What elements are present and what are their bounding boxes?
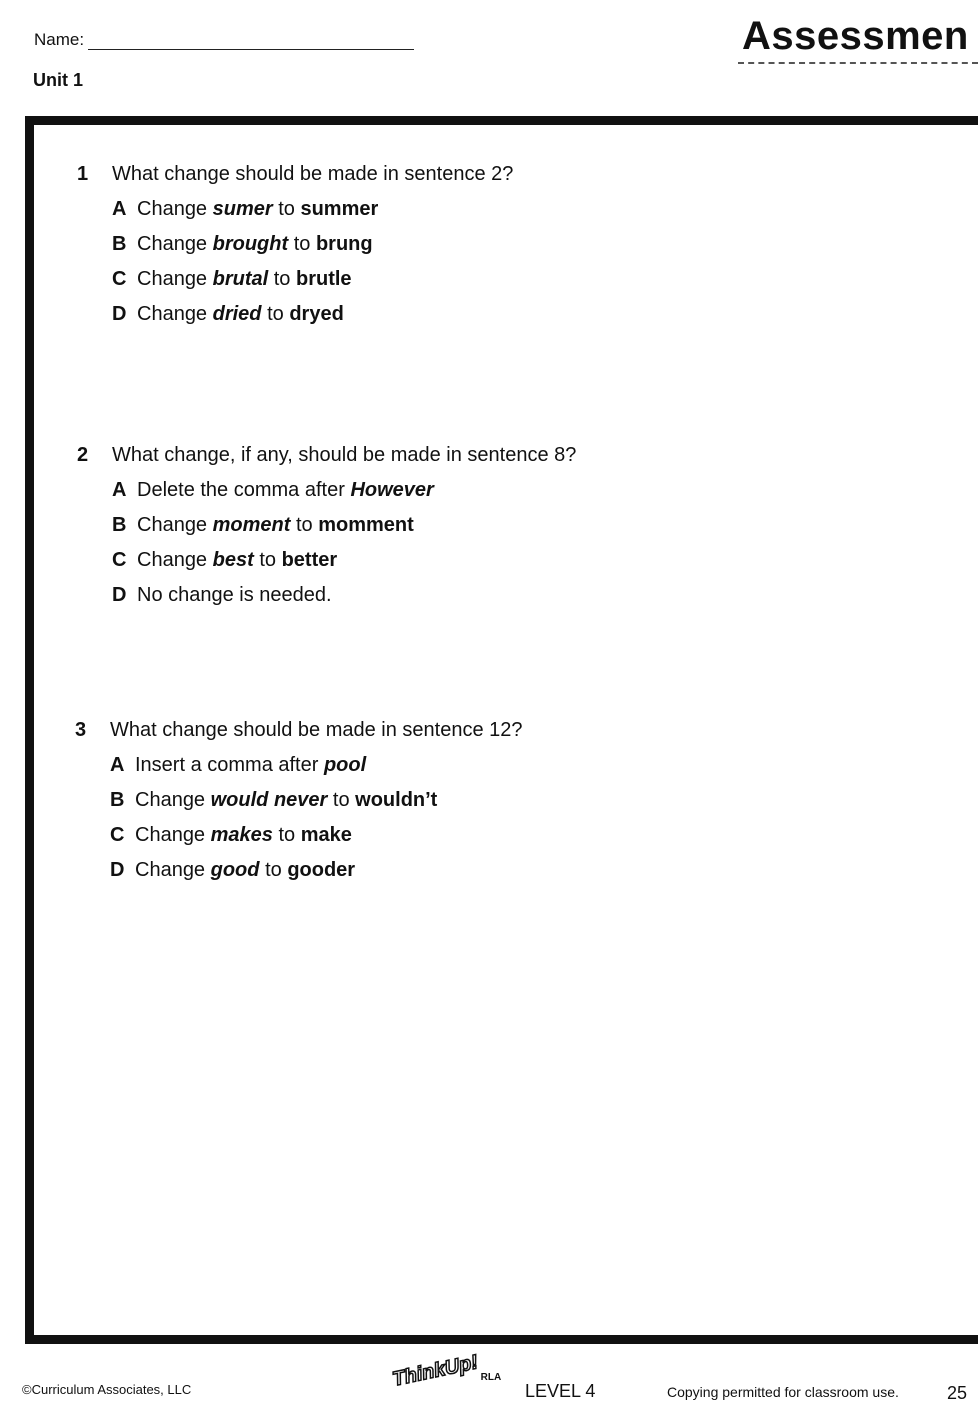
choice-letter: B [112,233,127,255]
choice-text: Change dried to dryed [137,303,344,325]
choice-text: Change makes to make [135,824,352,846]
question-1 [77,163,513,326]
choice-text: Change good to gooder [135,859,356,881]
choice-letter: C [110,824,125,846]
choice-letter: A [112,198,127,220]
choice-b[interactable] [110,789,523,812]
unit-label: Unit 1 [33,70,84,90]
choice-letter: B [112,514,127,536]
assessment-title: Assessmen [742,14,969,58]
choice-a[interactable] [112,479,576,502]
choice-text: Change sumer to summer [137,198,379,220]
choice-c[interactable] [112,549,576,572]
name-line [88,31,414,50]
choice-letter: A [112,479,127,501]
choice-b[interactable] [112,233,513,256]
question-3 [75,719,523,882]
choice-a[interactable] [110,754,523,777]
question-2 [77,444,576,607]
level-label: LEVEL 4 [525,1381,596,1401]
page-number: 25 [947,1383,968,1403]
question-stem: What change should be made in sentence 12? [110,719,523,741]
logo-main: ThinkUp! [390,1351,480,1391]
choice-d[interactable] [112,303,513,326]
choice-b[interactable] [112,514,576,537]
choice-d[interactable] [110,859,523,882]
title-rule [738,62,978,64]
choice-letter: B [110,789,125,811]
choice-c[interactable] [110,824,523,847]
question-stem: What change should be made in sentence 2? [112,163,514,185]
choice-text: Change would never to wouldn’t [135,789,438,811]
choice-letter: D [112,584,127,606]
choice-a[interactable] [112,198,513,221]
choice-text: Insert a comma after pool [135,754,367,776]
choice-text: No change is needed. [137,584,332,606]
choice-text: Change brought to brung [137,233,373,255]
choice-letter: A [110,754,125,776]
question-number: 2 [77,444,89,466]
choice-letter: C [112,268,127,290]
question-number: 3 [75,719,87,741]
question-number: 1 [77,163,89,185]
name-row [34,30,414,50]
choice-letter: C [112,549,127,571]
choice-letter: D [110,859,125,881]
logo-sub: RLA [480,1372,502,1383]
choice-text: Change moment to momment [137,514,414,536]
choice-text: Delete the comma after However [137,479,434,501]
name-label: Name: [34,30,85,49]
choice-text: Change brutal to brutle [137,268,352,290]
thinkup-logo [390,1351,502,1391]
choice-c[interactable] [112,268,513,291]
choice-d[interactable] [112,584,576,607]
question-stem: What change, if any, should be made in sentence 8? [112,444,577,466]
footer-copyright: ©Curriculum Associates, LLC [22,1382,192,1397]
copying-note: Copying permitted for classroom use. [667,1384,899,1400]
choice-text: Change best to better [137,549,338,571]
choice-letter: D [112,303,127,325]
